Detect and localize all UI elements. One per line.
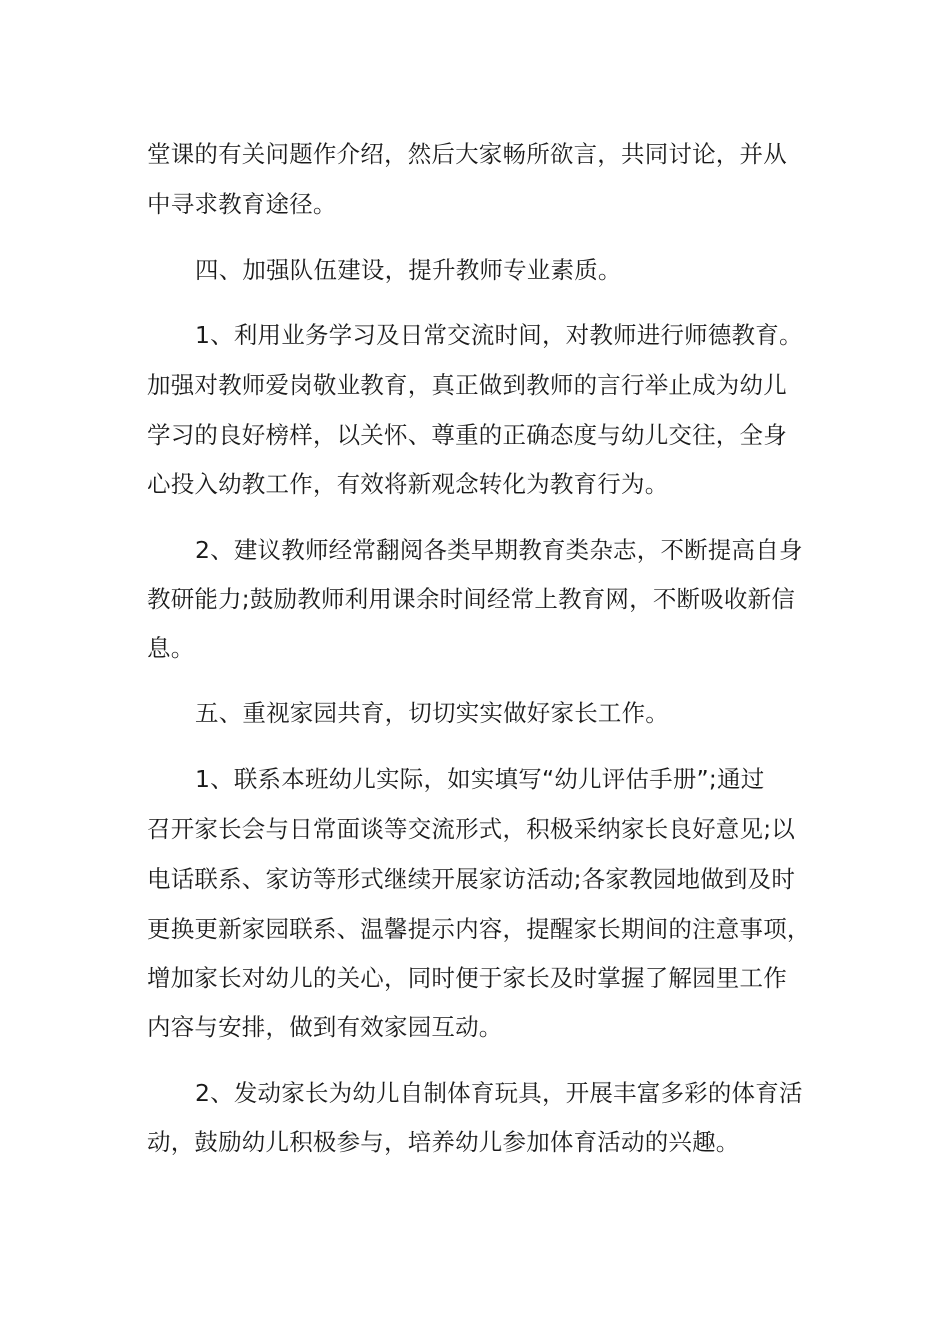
section-heading: 五、重视家园共育，切切实实做好家长工作。 bbox=[195, 699, 669, 727]
text-line: 更换更新家园联系、温馨提示内容，提醒家长期间的注意事项， bbox=[147, 915, 811, 943]
text-line: 教研能力;鼓励教师利用课余时间经常上教育网，不断吸收新信 bbox=[147, 585, 796, 613]
text-line: 心投入幼教工作，有效将新观念转化为教育行为。 bbox=[147, 470, 669, 498]
text-line: 召开家长会与日常面谈等交流形式，积极采纳家长良好意见;以 bbox=[147, 815, 796, 843]
text-line: 学习的良好榜样，以关怀、尊重的正确态度与幼儿交往，全身 bbox=[147, 421, 787, 449]
text-line: 堂课的有关问题作介绍，然后大家畅所欲言，共同讨论，并从 bbox=[147, 140, 787, 168]
text-line: 增加家长对幼儿的关心，同时便于家长及时掌握了解园里工作 bbox=[147, 964, 787, 992]
text-line: 2、发动家长为幼儿自制体育玩具，开展丰富多彩的体育活 bbox=[195, 1079, 803, 1107]
text-line: 1、利用业务学习及日常交流时间，对教师进行师德教育。 bbox=[195, 321, 803, 349]
text-line: 内容与安排，做到有效家园互动。 bbox=[147, 1013, 503, 1041]
text-line: 动，鼓励幼儿积极参与，培养幼儿参加体育活动的兴趣。 bbox=[147, 1128, 740, 1156]
text-line: 加强对教师爱岗敬业教育，真正做到教师的言行举止成为幼儿 bbox=[147, 371, 787, 399]
text-line: 1、联系本班幼儿实际，如实填写“幼儿评估手册”;通过 bbox=[195, 765, 765, 793]
text-line: 中寻求教育途径。 bbox=[147, 190, 337, 218]
section-heading: 四、加强队伍建设，提升教师专业素质。 bbox=[195, 256, 622, 284]
text-line: 2、建议教师经常翻阅各类早期教育类杂志，不断提高自身 bbox=[195, 536, 803, 564]
text-line: 电话联系、家访等形式继续开展家访活动;各家教园地做到及时 bbox=[147, 865, 796, 893]
text-line: 息。 bbox=[147, 634, 195, 662]
